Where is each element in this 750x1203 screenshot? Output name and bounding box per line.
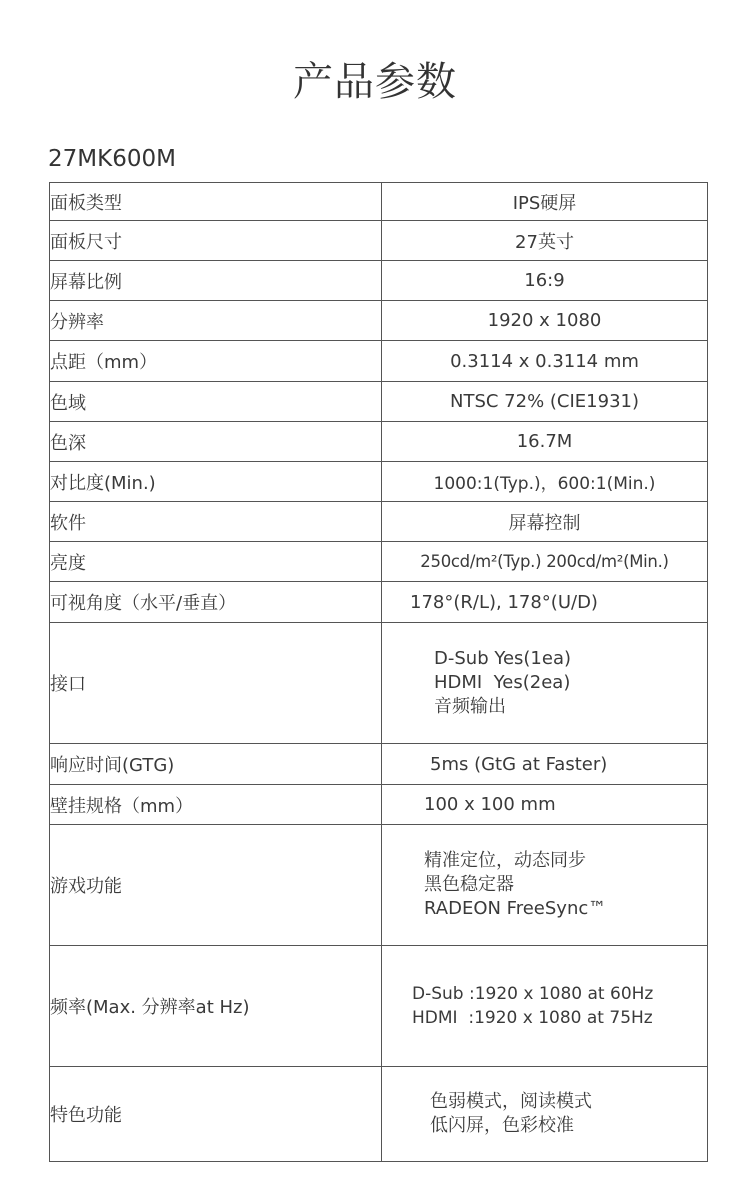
spec-value: 1000:1(Typ.)，600:1(Min.) [382,462,708,502]
spec-label: 对比度(Min.) [50,462,382,502]
spec-value: 250cd/m²(Typ.) 200cd/m²(Min.) [382,542,708,582]
spec-label: 软件 [50,502,382,542]
spec-label: 分辨率 [50,301,382,341]
table-row [50,221,708,261]
spec-value [382,1067,708,1162]
spec-value: NTSC 72% (CIE1931) [382,382,708,422]
spec-value: 屏幕控制 [382,502,708,542]
table-row [50,946,708,1067]
spec-label: 亮度 [50,542,382,582]
spec-label: 屏幕比例 [50,261,382,301]
table-row [50,183,708,221]
spec-label: 频率(Max. 分辨率at Hz) [50,946,382,1067]
spec-value-line: 黑色稳定器 [424,874,514,895]
spec-label: 壁挂规格（mm） [50,785,382,825]
table-row [50,1067,708,1162]
table-row [50,341,708,382]
spec-label: 游戏功能 [50,825,382,946]
spec-value-line: 低闪屏，色彩校准 [430,1115,574,1136]
spec-label: 色域 [50,382,382,422]
table-row [50,744,708,785]
spec-value [382,623,708,744]
spec-label: 特色功能 [50,1067,382,1162]
spec-value: 1920 x 1080 [382,301,708,341]
table-row [50,301,708,341]
spec-value: 178°(R/L), 178°(U/D) [382,582,708,623]
spec-value: 16:9 [382,261,708,301]
table-row [50,542,708,582]
table-row [50,422,708,462]
table-row [50,382,708,422]
spec-value [382,946,708,1067]
table-row [50,785,708,825]
table-row [50,462,708,502]
spec-value-line: 精准定位，动态同步 [424,850,586,871]
spec-label: 可视角度（水平/垂直） [50,582,382,623]
spec-label: 面板类型 [50,183,382,221]
spec-label: 接口 [50,623,382,744]
model-name: 27MK600M [48,146,176,172]
page-title: 产品参数 [293,59,457,105]
spec-value-line: D-Sub :1920 x 1080 at 60Hz [412,984,654,1004]
table-row [50,261,708,301]
spec-value-line: HDMI :1920 x 1080 at 75Hz [412,1008,653,1028]
spec-value: 100 x 100 mm [382,785,708,825]
spec-value-line: HDMI Yes(2ea) [434,672,571,693]
spec-value-line: D-Sub Yes(1ea) [434,648,571,669]
table-row [50,582,708,623]
table-row [50,623,708,744]
spec-table [49,182,708,1162]
spec-value: 0.3114 x 0.3114 mm [382,341,708,382]
spec-value: IPS硬屏 [382,183,708,221]
spec-value: 16.7M [382,422,708,462]
spec-value-line: 色弱模式，阅读模式 [430,1091,592,1112]
spec-label: 点距（mm） [50,341,382,382]
spec-label: 面板尺寸 [50,221,382,261]
table-row [50,825,708,946]
spec-value-line: RADEON FreeSync™ [424,898,607,919]
spec-value: 5ms (GtG at Faster) [382,744,708,785]
spec-value: 27英寸 [382,221,708,261]
spec-value-line: 音频输出 [434,696,506,717]
spec-label: 色深 [50,422,382,462]
table-row [50,502,708,542]
spec-value [382,825,708,946]
spec-label: 响应时间(GTG) [50,744,382,785]
